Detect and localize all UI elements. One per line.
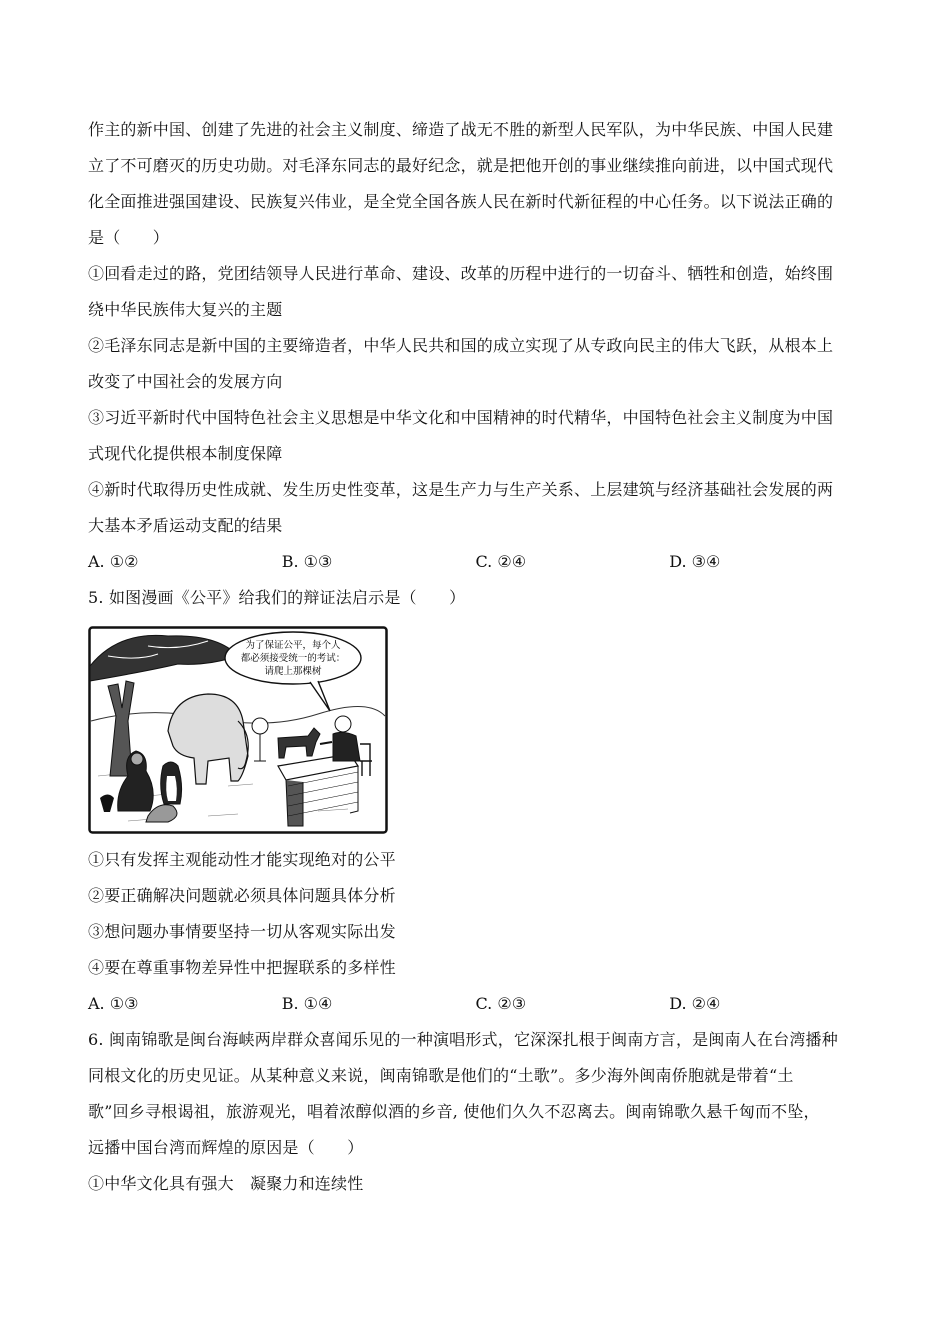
text-line: 远播中国台湾而辉煌的原因是（ ） bbox=[88, 1138, 364, 1157]
statement-line: ④要在尊重事物差异性中把握联系的多样性 bbox=[88, 958, 396, 977]
option-d[interactable]: D. ③④ bbox=[669, 552, 721, 571]
q4-statements bbox=[88, 256, 863, 544]
q5-statements bbox=[88, 842, 863, 986]
statement-line: 绕中华民族伟大复兴的主题 bbox=[88, 300, 283, 319]
q5-stem: 5. 如图漫画《公平》给我们的辩证法启示是（ ） bbox=[88, 588, 466, 607]
cartoon-fairness bbox=[88, 626, 388, 836]
statement-line: ④新时代取得历史性成就、发生历史性变革，这是生产力与生产关系、上层建筑与经济基础社会发展的两 bbox=[88, 480, 834, 499]
statement-line: 改变了中国社会的发展方向 bbox=[88, 372, 283, 391]
option-d[interactable]: D. ②④ bbox=[669, 994, 721, 1013]
q5-options bbox=[88, 986, 863, 1022]
option-c[interactable]: C. ②③ bbox=[475, 994, 527, 1013]
bubble-line: 都必须接受统一的考试： bbox=[240, 653, 346, 664]
option-a[interactable]: A. ①② bbox=[88, 552, 139, 571]
statement-line: ②要正确解决问题就必须具体问题具体分析 bbox=[88, 886, 396, 905]
option-a[interactable]: A. ①③ bbox=[88, 994, 139, 1013]
q4-options bbox=[88, 544, 863, 580]
text-line: 立了不可磨灭的历史功勋。对毛泽东同志的最好纪念，就是把他开创的事业继续推向前进，以中国式现代 bbox=[88, 156, 834, 175]
text-line: 6. 闽南锦歌是闽台海峡两岸群众喜闻乐见的一种演唱形式，它深深扎根于闽南方言，是闽南人在台湾播种 bbox=[88, 1030, 838, 1049]
statement-line: ③想问题办事情要坚持一切从客观实际出发 bbox=[88, 922, 396, 941]
statement-line: ②毛泽东同志是新中国的主要缔造者，中华人民共和国的成立实现了从专政向民主的伟大飞跃，从根本上 bbox=[88, 336, 834, 355]
bubble-line: 为了保证公平，每个人 bbox=[245, 640, 341, 651]
option-c[interactable]: C. ②④ bbox=[475, 552, 527, 571]
statement-line: ①中华文化具有强大 凝聚力和连续性 bbox=[88, 1174, 364, 1193]
text-line: 是（ ） bbox=[88, 228, 170, 247]
statement-line: ①只有发挥主观能动性才能实现绝对的公平 bbox=[88, 850, 396, 869]
q6-statements bbox=[88, 1166, 863, 1202]
statement-line: ③习近平新时代中国特色社会主义思想是中华文化和中国精神的时代精华，中国特色社会主义制度为中国 bbox=[88, 408, 834, 427]
q4-stem bbox=[88, 112, 863, 256]
option-b[interactable]: B. ①④ bbox=[281, 994, 333, 1013]
text-line: 同根文化的历史见证。从某种意义来说，闽南锦歌是他们的“土歌”。多少海外闽南侨胞就是带着“土 bbox=[88, 1066, 794, 1085]
text-line: 化全面推进强国建设、民族复兴伟业，是全党全国各族人民在新时代新征程的中心任务。以下说法正确的 bbox=[88, 192, 834, 211]
statement-line: 大基本矛盾运动支配的结果 bbox=[88, 516, 283, 535]
text-line: 作主的新中国、创建了先进的社会主义制度、缔造了战无不胜的新型人民军队，为中华民族、中国人民建 bbox=[88, 120, 834, 139]
text-line: 歌”回乡寻根谒祖，旅游观光，唱着浓醇似酒的乡音, 使他们久久不忍离去。闽南锦歌久悬千匈而不坠， bbox=[88, 1102, 820, 1121]
cartoon-illustration bbox=[88, 626, 388, 836]
bubble-line: 请爬上那棵树 bbox=[264, 666, 322, 677]
statement-line: 式现代化提供根本制度保障 bbox=[88, 444, 283, 463]
statement-line: ①回看走过的路，党团结领导人民进行革命、建设、改革的历程中进行的一切奋斗、牺牲和创造，始终围 bbox=[88, 264, 834, 283]
exam-page bbox=[88, 112, 863, 1202]
q6-stem bbox=[88, 1022, 863, 1166]
option-b[interactable]: B. ①③ bbox=[281, 552, 333, 571]
